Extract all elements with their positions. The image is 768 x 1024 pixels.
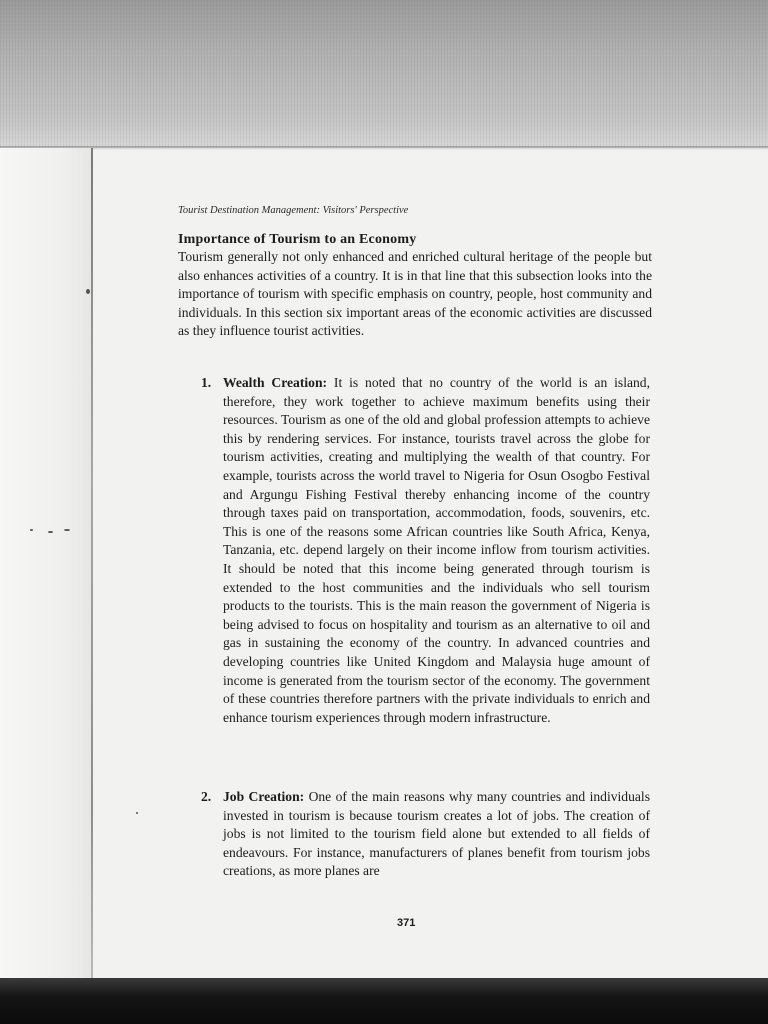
list-item-number: 1.	[201, 375, 212, 390]
list-item-text: It is noted that no country of the world is an island, therefore, they work together to achieve maximum benefits using their resources. Tourism as one of the old and global profession attempts to achieve this by rendering services. For instance, tourists travel across the globe for tourism activities, creating and multiplying the wealth of that country. For example, tourists across the world travel to Nigeria for Osun Osogbo Festival and Argungu Fishing Festival thereby enhancing income of the country through taxes paid on transportation, accommodation, foods, souvenirs, etc. This is one of the reasons some African countries like South Africa, Kenya, Tanzania, etc. depend largely on their income inflow from tourism activities. It should be noted that this income being generated through tourism is extended to the host communities and the individuals who sell tourism products to the tourists. This is the main reason the government of Nigeria is being advised to focus on hospitality and tourism as an alternative to oil and gas in sustaining the economy of the country. In advanced countries and developing countries like United Kingdom and Malaysia huge amount of income is generated from the tourism sector of the economy. The government of these countries therefore partners with the private individuals to enrich and enhance tourism experiences through modern infrastructure.	[223, 375, 650, 725]
running-header: Tourist Destination Management: Visitors' Perspective	[178, 205, 409, 216]
scan-speck	[64, 529, 70, 531]
book-spine	[91, 148, 93, 978]
page-gutter	[0, 148, 92, 978]
list-item-number: 2.	[201, 789, 212, 804]
page-number: 371	[397, 917, 416, 929]
scan-speck	[48, 531, 53, 533]
scan-top-shadow	[0, 0, 768, 148]
scan-bottom-shadow	[0, 978, 768, 1024]
list-item-term: Wealth Creation:	[223, 375, 328, 390]
list-item-job-creation	[201, 788, 650, 881]
scan-speck	[86, 289, 90, 294]
intro-paragraph: Tourism generally not only enhanced and enriched cultural heritage of the people but also enhances activities of a country. It is in that line that this subsection looks into the importance of tourism with specific emphasis on country, people, host community and individuals. In this section six important areas of the economic activities are discussed as they influence tourist activities.	[178, 249, 652, 339]
list-item-body	[223, 788, 650, 881]
section-title: Importance of Tourism to an Economy	[178, 232, 417, 247]
list-item-body	[223, 374, 650, 727]
list-item-term: Job Creation:	[223, 789, 305, 804]
scan-speck	[30, 529, 33, 531]
list-item-wealth-creation	[201, 374, 650, 727]
list-item-text: One of the main reasons why many countries and individuals invested in tourism is because tourism creates a lot of jobs. The creation of jobs is not limited to the tourism field alone but extended to all fields of endeavours. For instance, manufacturers of planes benefit from tourism jobs creations, as more planes are	[223, 789, 650, 879]
scan-speck	[136, 812, 138, 814]
scan-top-edge	[0, 146, 768, 150]
